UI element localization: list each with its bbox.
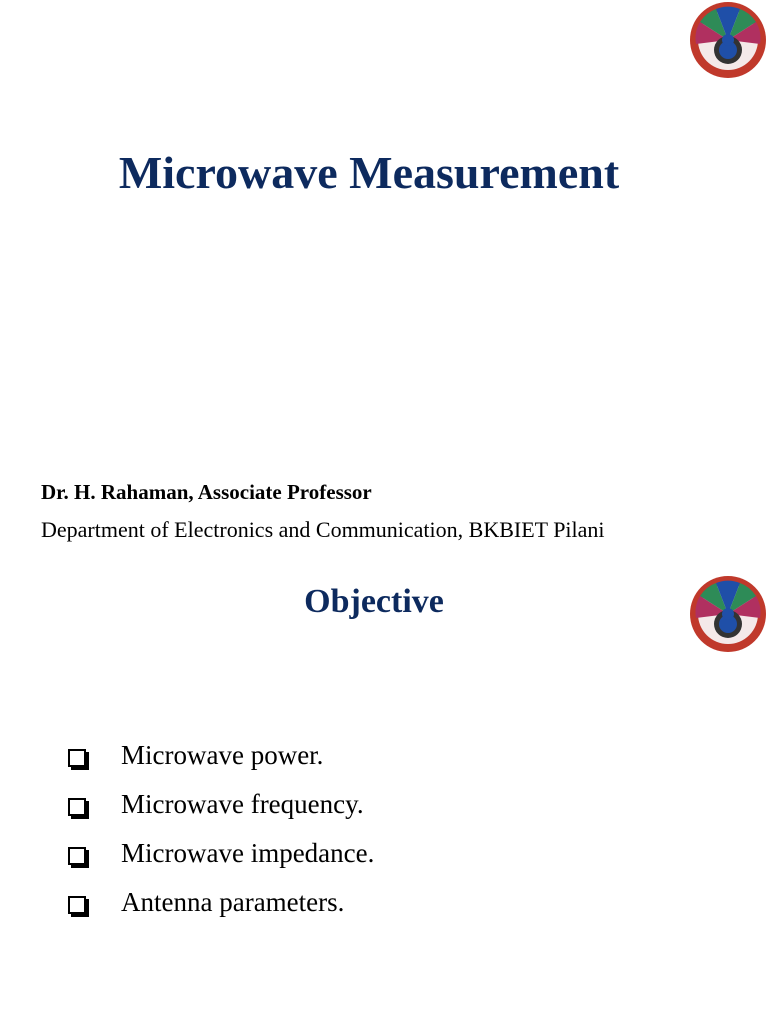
list-item-text: Antenna parameters.	[121, 887, 345, 917]
objective-list	[68, 740, 374, 936]
institute-logo-icon	[688, 574, 768, 654]
list-item	[68, 789, 374, 838]
checkbox-square-icon	[68, 749, 86, 767]
checkbox-square-icon	[68, 798, 86, 816]
department-line: Department of Electronics and Communication, BKBIET Pilani	[41, 517, 605, 542]
list-item-text: Microwave power.	[121, 740, 324, 770]
list-item	[68, 887, 374, 936]
institute-logo-icon	[688, 0, 768, 80]
list-item	[68, 838, 374, 887]
checkbox-square-icon	[68, 896, 86, 914]
objective-heading: Objective	[304, 583, 444, 620]
list-item	[68, 740, 374, 789]
slide-title: Microwave Measurement	[118, 147, 620, 198]
author-name: Dr. H. Rahaman, Associate Professor	[41, 480, 372, 504]
list-item-text: Microwave frequency.	[121, 789, 364, 819]
list-item-text: Microwave impedance.	[121, 838, 375, 868]
checkbox-square-icon	[68, 847, 86, 865]
